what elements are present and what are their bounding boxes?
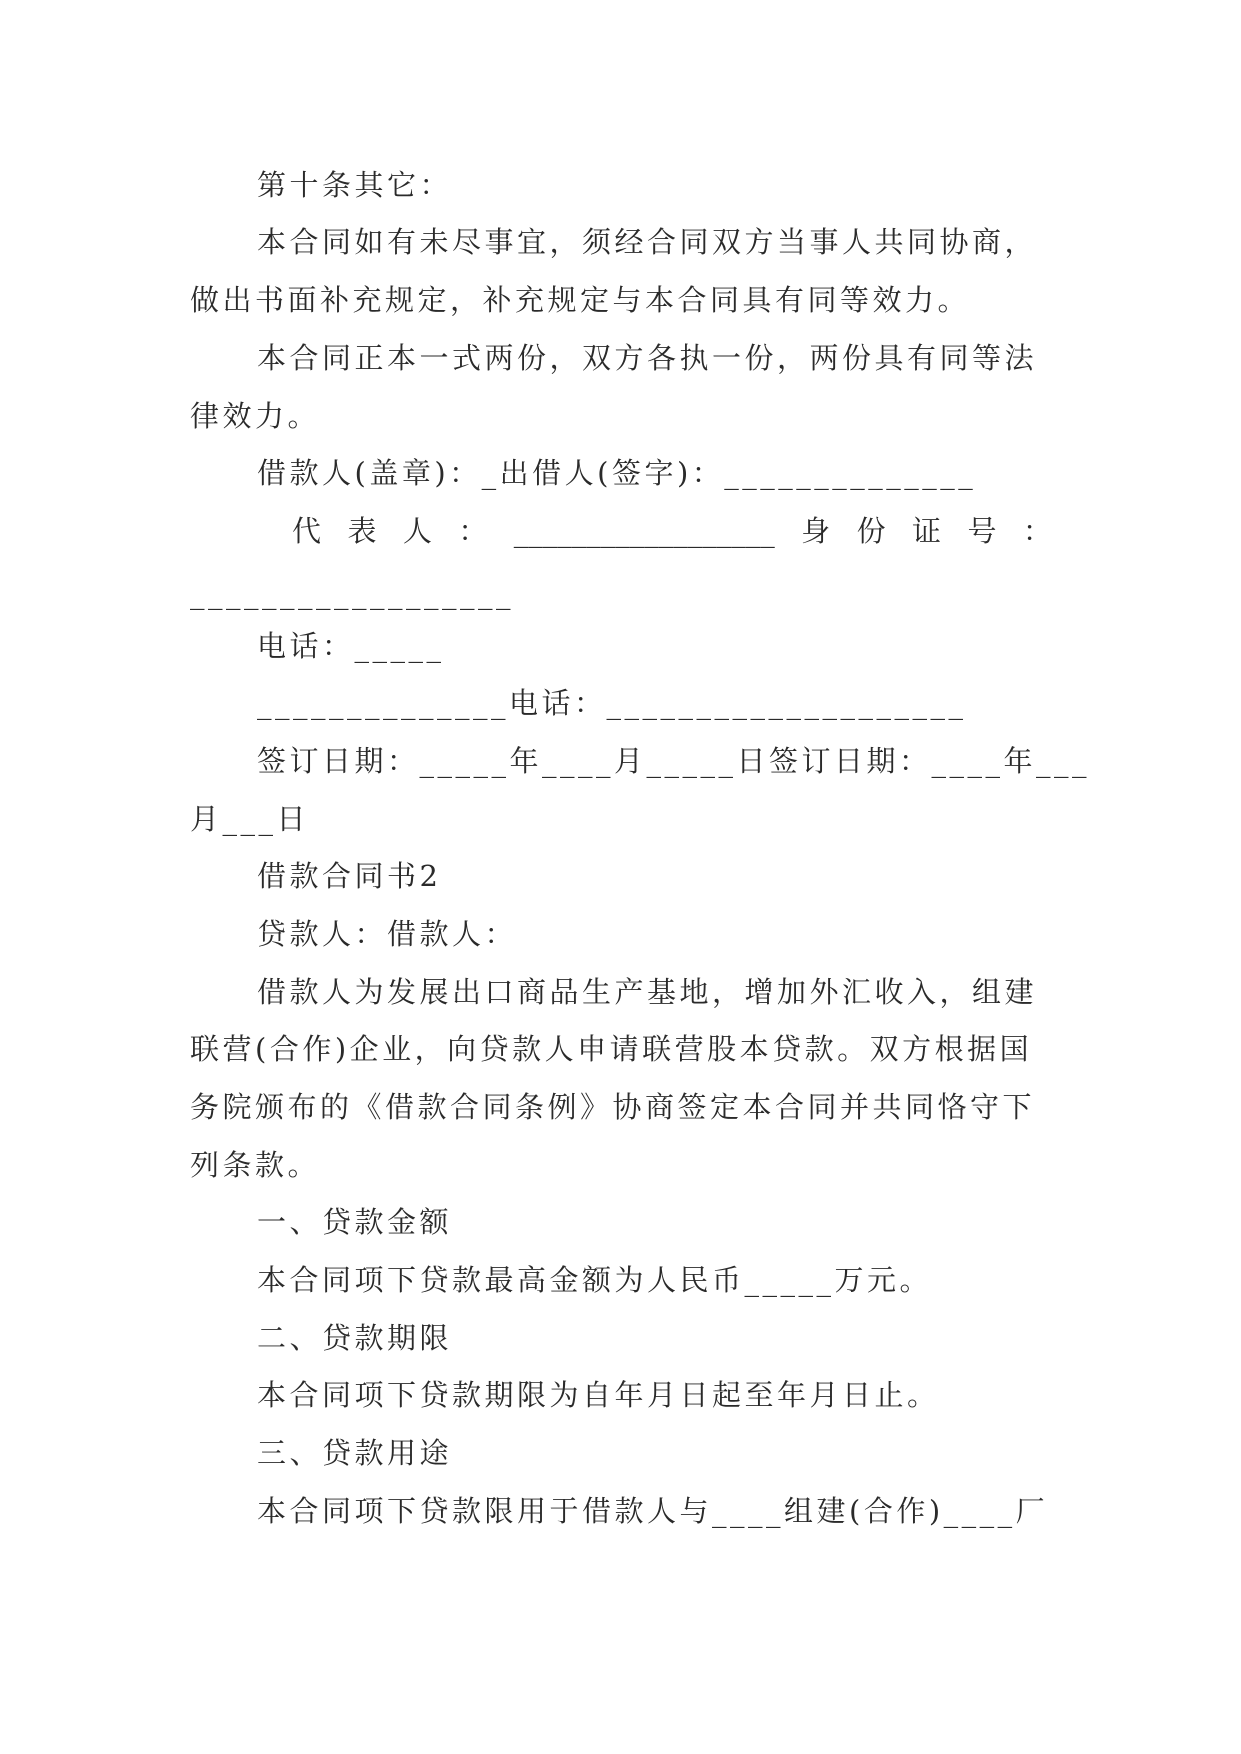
paragraph-line: 本合同项下贷款最高金额为人民币_____万元。 [257,1263,933,1297]
signing-date-line: 月___日 [190,802,310,836]
signing-date-line: 签订日期：_____年____月_____日签订日期：____年___ [257,744,1091,778]
spread-char: ： [1022,514,1052,548]
paragraph-line: 借款人为发展出口商品生产基地，增加外汇收入，组建 [257,975,1038,1009]
phone-line: ______________电话：____________________ [257,686,967,720]
section-heading: 一、贷款金额 [257,1205,453,1239]
spread-char: 号 [967,514,997,548]
contract-title: 借款合同书2 [257,859,442,893]
phone-line: 电话：_____ [257,629,445,663]
spread-char: ： [458,514,488,548]
paragraph-line: 本合同项下贷款限用于借款人与____组建(合作)____厂 [257,1494,1049,1528]
paragraph-line: 务院颁布的《借款合同条例》协商签定本合同并共同恪守下 [190,1090,1036,1124]
signature-line-borrower-lender: 借款人(盖章)：_出借人(签字)：______________ [257,456,977,490]
spread-char: 人 [402,514,432,548]
section-heading: 三、贷款用途 [257,1436,453,1470]
clause-heading: 第十条其它： [257,168,453,202]
blank-underline: __________________ [513,514,775,548]
section-heading: 二、贷款期限 [257,1321,453,1355]
paragraph-line: 做出书面补充规定，补充规定与本合同具有同等效力。 [190,283,971,317]
paragraph-line: 本合同如有未尽事宜，须经合同双方当事人共同协商， [257,225,1038,259]
paragraph-line: 律效力。 [190,399,321,433]
representative-id-line [292,511,1052,551]
parties-line: 贷款人：借款人： [257,917,518,951]
paragraph-line: 本合同项下贷款期限为自年月日起至年月日止。 [257,1378,940,1412]
spread-char: 代 [292,514,322,548]
spread-char: 身 [801,514,831,548]
paragraph-line: 本合同正本一式两份，双方各执一份，两份具有同等法 [257,341,1038,375]
paragraph-line: 联营(合作)企业，向贷款人申请联营股本贷款。双方根据国 [190,1032,1033,1066]
spread-char: 份 [856,514,886,548]
spread-char: 表 [347,514,377,548]
spread-char: 证 [912,514,942,548]
paragraph-line: 列条款。 [190,1148,321,1182]
blank-underline-line: __________________ [190,576,514,610]
